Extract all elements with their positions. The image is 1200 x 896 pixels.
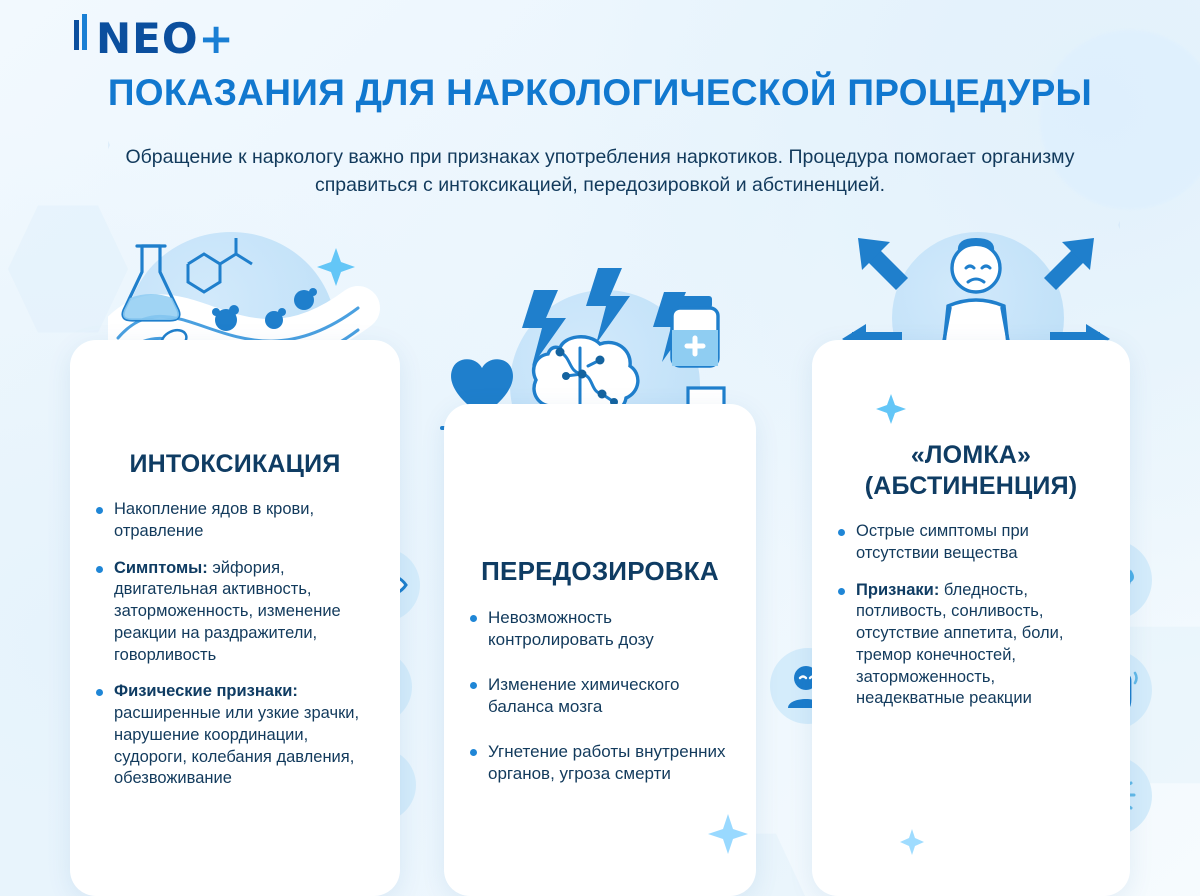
list-item xyxy=(96,681,374,790)
flask-icon xyxy=(123,246,179,320)
list-item xyxy=(838,521,1104,565)
brand-plus: + xyxy=(198,14,235,63)
bullet-text: бледность, потливость, сонливость, отсутствие аппетита, боли, тремор конечностей, заторможенность, неадекватные реакции xyxy=(856,580,1064,708)
card-title: ИНТОКСИКАЦИЯ xyxy=(129,450,341,478)
sparkle-icon xyxy=(706,812,750,856)
bullet-lead: Симптомы: xyxy=(114,558,208,577)
bullet-text: Накопление ядов в крови, отравление xyxy=(114,500,315,540)
card-title: ПЕРЕДОЗИРОВКА xyxy=(481,556,719,586)
list-item xyxy=(470,607,730,652)
card-intoxication xyxy=(70,340,400,896)
list-item xyxy=(470,741,730,786)
vial-icon xyxy=(672,296,718,366)
bullet-text: Острые симптомы при отсутствии вещества xyxy=(856,522,1029,562)
card-withdrawal xyxy=(812,340,1130,896)
list-item xyxy=(96,558,374,667)
card-bullet-list xyxy=(96,499,374,790)
card-title xyxy=(812,440,1130,501)
brand-logo xyxy=(74,14,235,63)
card-title-line1: «ЛОМКА» xyxy=(910,441,1032,469)
molecule-icon xyxy=(188,238,252,292)
sparkle-icon xyxy=(874,392,908,426)
bullet-text: эйфория, двигательная активность, заторможенность, изменение реакции на раздражители, говорливость xyxy=(114,558,341,664)
decor-hexagon xyxy=(0,430,80,556)
bullet-text: Невозможность контролировать дозу xyxy=(488,608,654,650)
page-title: ПОКАЗАНИЯ ДЛЯ НАРКОЛОГИЧЕСКОЙ ПРОЦЕДУРЫ xyxy=(107,72,1093,113)
list-item xyxy=(470,674,730,719)
card-title-line2: (АБСТИНЕНЦИЯ) xyxy=(864,471,1078,500)
bullet-lead: Признаки: xyxy=(856,580,940,599)
list-item xyxy=(838,580,1104,711)
bullet-text: Изменение химического баланса мозга xyxy=(488,674,680,717)
sparkle-icon xyxy=(898,828,926,856)
list-item xyxy=(96,499,374,543)
bullet-text: Угнетение работы внутренних органов, угроза смерти xyxy=(488,741,726,784)
page-subtitle: Обращение к наркологу важно при признаках употребления наркотиков. Процедура помогает организму справиться с интоксикацией, передозировкой и абстиненцией. xyxy=(125,146,1075,197)
bullet-text: расширенные или узкие зрачки, нарушение координации, судороги, колебания давления, обезвоживание xyxy=(114,704,360,788)
sparkle-icon xyxy=(317,248,355,286)
bullet-lead: Физические признаки: xyxy=(114,682,298,701)
card-bullet-list xyxy=(838,521,1104,710)
brand-name: NEO xyxy=(96,14,199,63)
card-bullet-list xyxy=(470,607,730,786)
